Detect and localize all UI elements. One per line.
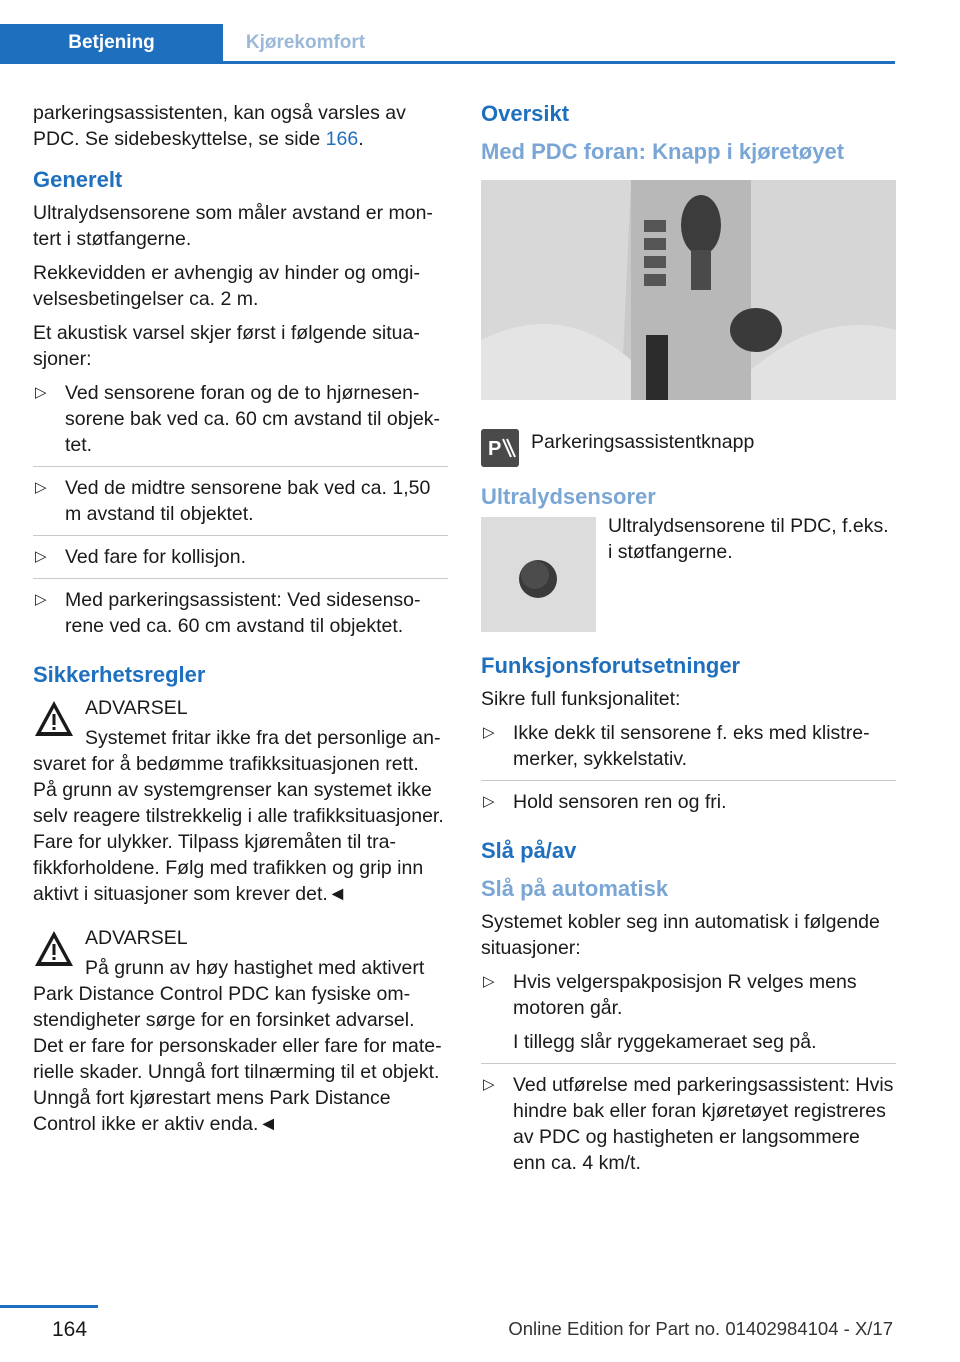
button-label: Parkeringsassistentknapp bbox=[531, 431, 755, 453]
heading-pdc-front: Med PDC foran: Knapp i kjøretøyet bbox=[481, 139, 845, 164]
parking-assistant-button-icon bbox=[481, 429, 519, 467]
warning-text: Systemet fritar ikke fra det personlige ansvaret for å bedømme trafikksituasjonen rett. På grunn av systemgrenser kan systemet ikke selv reagere tilstrekkelig i alle trafikksituasjoner. Fare for ulykker. Tilpass kjøremåten til trafikkforholdene. Følg med trafikken og grip inn aktivt i situasjoner som krever det.◄ bbox=[33, 727, 444, 905]
heading-oversikt: Oversikt bbox=[481, 101, 570, 126]
list-item: ▷ Ved utførelse med parkeringsassistent: Hvis hindre bak eller foran kjøretøyet registreres av PDC og hastigheten er langsommere enn ca. 4 km/t. bbox=[483, 1074, 894, 1174]
heading-funksjonsforutsetninger: Funksjonsforutsetninger bbox=[481, 653, 741, 678]
warning-triangle-icon bbox=[33, 929, 75, 969]
auto-list bbox=[481, 969, 896, 1184]
paragraph: Systemet kobler seg inn automatisk i følgende situasjoner: bbox=[481, 911, 880, 959]
warning-title: ADVARSEL bbox=[85, 697, 188, 719]
page-number: 164 bbox=[52, 1318, 88, 1341]
sensor-text: Ultralydsensorene til PDC, f.eks. i støtfangerne. bbox=[608, 515, 889, 563]
paragraph: Sikre full funksjonalitet: bbox=[481, 688, 681, 710]
heading-sla-pa-av: Slå på/av bbox=[481, 838, 577, 863]
list-item: ▷ Hold sensoren ren og fri. bbox=[483, 791, 727, 813]
requirements-list bbox=[481, 720, 896, 823]
triangle-bullet-icon: ▷ bbox=[35, 384, 47, 401]
header-bar bbox=[0, 24, 895, 64]
svg-text:P: P bbox=[488, 438, 502, 460]
warning-title: ADVARSEL bbox=[85, 927, 188, 949]
list-item: ▷ Ved sensorene foran og de to hjørnesensorene bak ved ca. 60 cm avstand til objektet. bbox=[33, 380, 448, 467]
edition-text: Online Edition for Part no. 01402984104 - X/17 bbox=[508, 1318, 893, 1339]
heading-ultralydsensorer: Ultralydsensorer bbox=[481, 484, 656, 509]
intro-paragraph: parkeringsassistenten, kan også varsles av PDC. Se sidebeskyttelse, se side 166. bbox=[33, 102, 406, 150]
heading-sla-pa-automatisk: Slå på automatisk bbox=[481, 876, 669, 901]
warning-block bbox=[33, 695, 448, 907]
heading-sikkerhetsregler: Sikkerhetsregler bbox=[33, 662, 206, 687]
triangle-bullet-icon: ▷ bbox=[35, 548, 47, 565]
warning-text: På grunn av høy hastighet med aktivert Park Distance Control PDC kan fysiske omstendigheter sørge for en forsinket advarsel. Det er fare for personskader eller fare for materielle skader. Unngå fort tilnærming til et objekt. Unngå fort kjørestart mens Park Distance Control ikke er aktiv enda.◄ bbox=[33, 957, 442, 1135]
triangle-bullet-icon: ▷ bbox=[483, 793, 495, 810]
parking-button-row bbox=[481, 429, 896, 467]
list-item: ▷ Med parkeringsassistent: Ved sidesensorene ved ca. 60 cm avstand til objektet. bbox=[35, 589, 421, 637]
list-item: ▷ Ved fare for kollisjon. bbox=[33, 544, 448, 579]
tab-kjorekomfort[interactable]: Kjørekomfort bbox=[245, 32, 366, 53]
list-item: ▷ Ikke dekk til sensorene f. eks med klistremerker, sykkelstativ. bbox=[481, 720, 896, 781]
center-console-photo bbox=[481, 180, 896, 400]
paragraph: Et akustisk varsel skjer først i følgende situasjoner: bbox=[33, 322, 420, 370]
right-column bbox=[481, 100, 896, 1192]
paragraph: Ultralydsensorene som måler avstand er montert i støtfangerne. bbox=[33, 202, 433, 250]
left-column bbox=[33, 100, 448, 1145]
triangle-bullet-icon: ▷ bbox=[483, 724, 495, 741]
triangle-bullet-icon: ▷ bbox=[35, 479, 47, 496]
triangle-bullet-icon: ▷ bbox=[35, 591, 47, 608]
warning-block bbox=[33, 925, 448, 1137]
sensor-row bbox=[481, 517, 896, 632]
list-item: ▷ Hvis velgerspakposisjon R velges mens motoren går. I tillegg slår ryggekameraet seg på. bbox=[481, 969, 896, 1064]
tab-betjening[interactable]: Betjening bbox=[0, 24, 223, 61]
warning-triangle-icon bbox=[33, 699, 75, 739]
page-link[interactable]: 166 bbox=[325, 128, 359, 150]
situation-list bbox=[33, 380, 448, 647]
list-item: ▷ Ved de midtre sensorene bak ved ca. 1,50 m avstand til objektet. bbox=[33, 475, 448, 536]
paragraph: Rekkevidden er avhengig av hinder og omgivelsesbetingelser ca. 2 m. bbox=[33, 262, 420, 310]
triangle-bullet-icon: ▷ bbox=[483, 973, 495, 990]
heading-generelt: Generelt bbox=[33, 167, 123, 192]
footer-rule bbox=[0, 1305, 98, 1308]
sensor-photo bbox=[481, 517, 596, 632]
triangle-bullet-icon: ▷ bbox=[483, 1076, 495, 1093]
